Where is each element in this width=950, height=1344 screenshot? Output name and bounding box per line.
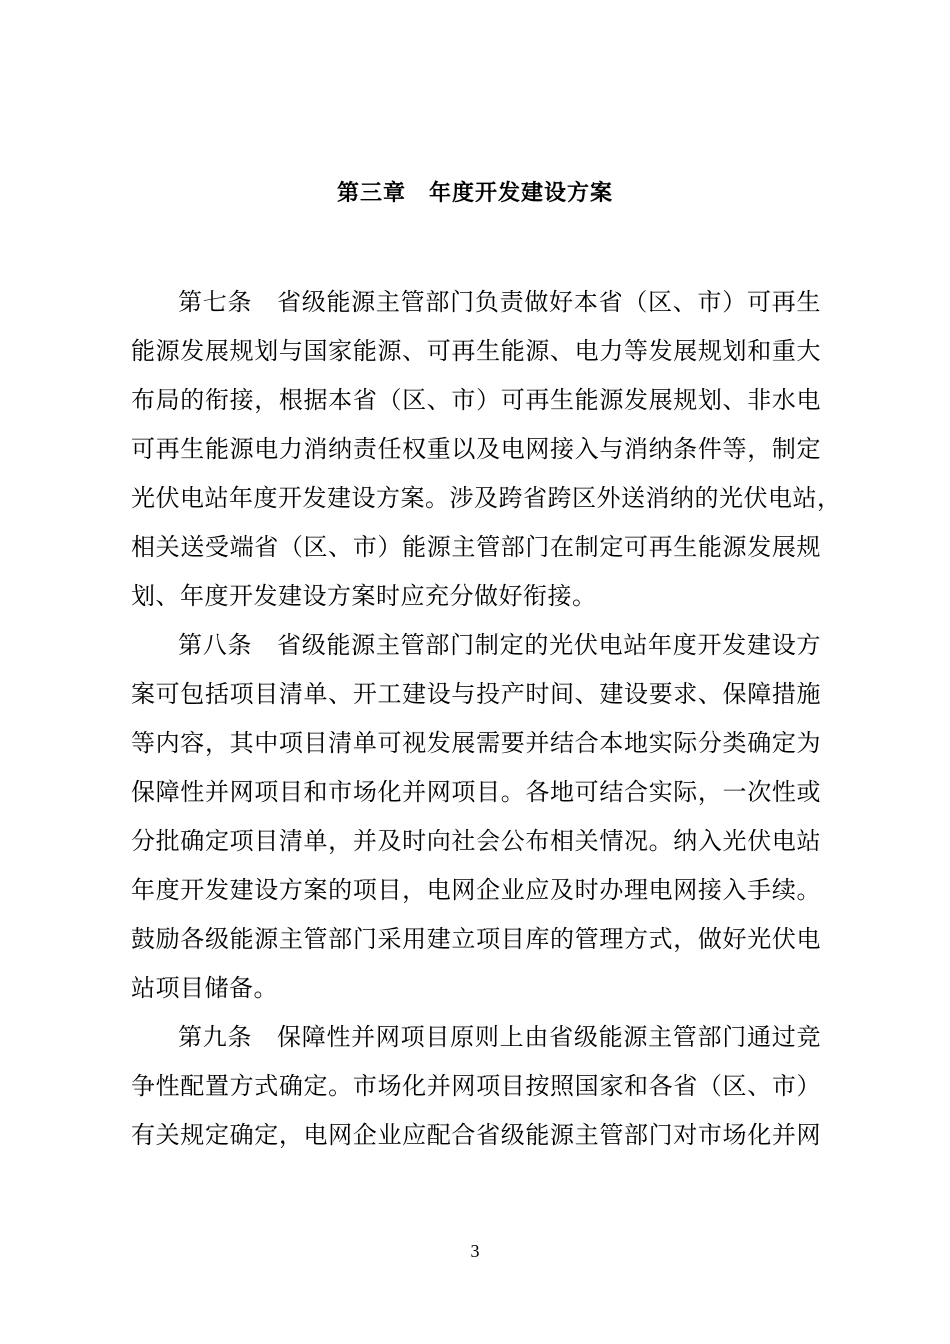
article-8-line-8: 站项目储备。 (131, 974, 278, 1002)
article-7-line-1: 第七条 省级能源主管部门负责做好本省（区、市）可再生 (178, 288, 821, 316)
article-7-line-3: 布局的衔接，根据本省（区、市）可再生能源发展规划、非水电 (131, 386, 821, 414)
article-7-line-7: 划、年度开发建设方案时应充分做好衔接。 (131, 582, 597, 610)
article-8-line-7: 鼓励各级能源主管部门采用建立项目库的管理方式，做好光伏电 (131, 925, 821, 953)
body-text (131, 278, 842, 1160)
article-7-line-5: 光伏电站年度开发建设方案。涉及跨省跨区外送消纳的光伏电站， (131, 484, 842, 512)
page-number: 3 (470, 1241, 480, 1261)
chapter-title: 第三章 年度开发建设方案 (336, 181, 613, 206)
article-8-line-3: 等内容，其中项目清单可视发展需要并结合本地实际分类确定为 (131, 729, 821, 757)
article-8-line-1: 第八条 省级能源主管部门制定的光伏电站年度开发建设方 (178, 631, 821, 659)
article-8-line-2: 案可包括项目清单、开工建设与投产时间、建设要求、保障措施 (131, 680, 821, 708)
article-9-line-2: 争性配置方式确定。市场化并网项目按照国家和各省（区、市） (131, 1072, 821, 1100)
article-8-line-4: 保障性并网项目和市场化并网项目。各地可结合实际，一次性或 (131, 778, 821, 806)
article-9-line-1: 第九条 保障性并网项目原则上由省级能源主管部门通过竞 (178, 1023, 821, 1051)
article-8-line-6: 年度开发建设方案的项目，电网企业应及时办理电网接入手续。 (131, 876, 821, 904)
article-7-line-2: 能源发展规划与国家能源、可再生能源、电力等发展规划和重大 (131, 337, 821, 365)
article-8-line-5: 分批确定项目清单，并及时向社会公布相关情况。纳入光伏电站 (131, 827, 821, 855)
article-7-line-4: 可再生能源电力消纳责任权重以及电网接入与消纳条件等，制定 (131, 435, 821, 463)
article-7-line-6: 相关送受端省（区、市）能源主管部门在制定可再生能源发展规 (131, 533, 821, 561)
article-9-line-3: 有关规定确定，电网企业应配合省级能源主管部门对市场化并网 (131, 1121, 821, 1149)
